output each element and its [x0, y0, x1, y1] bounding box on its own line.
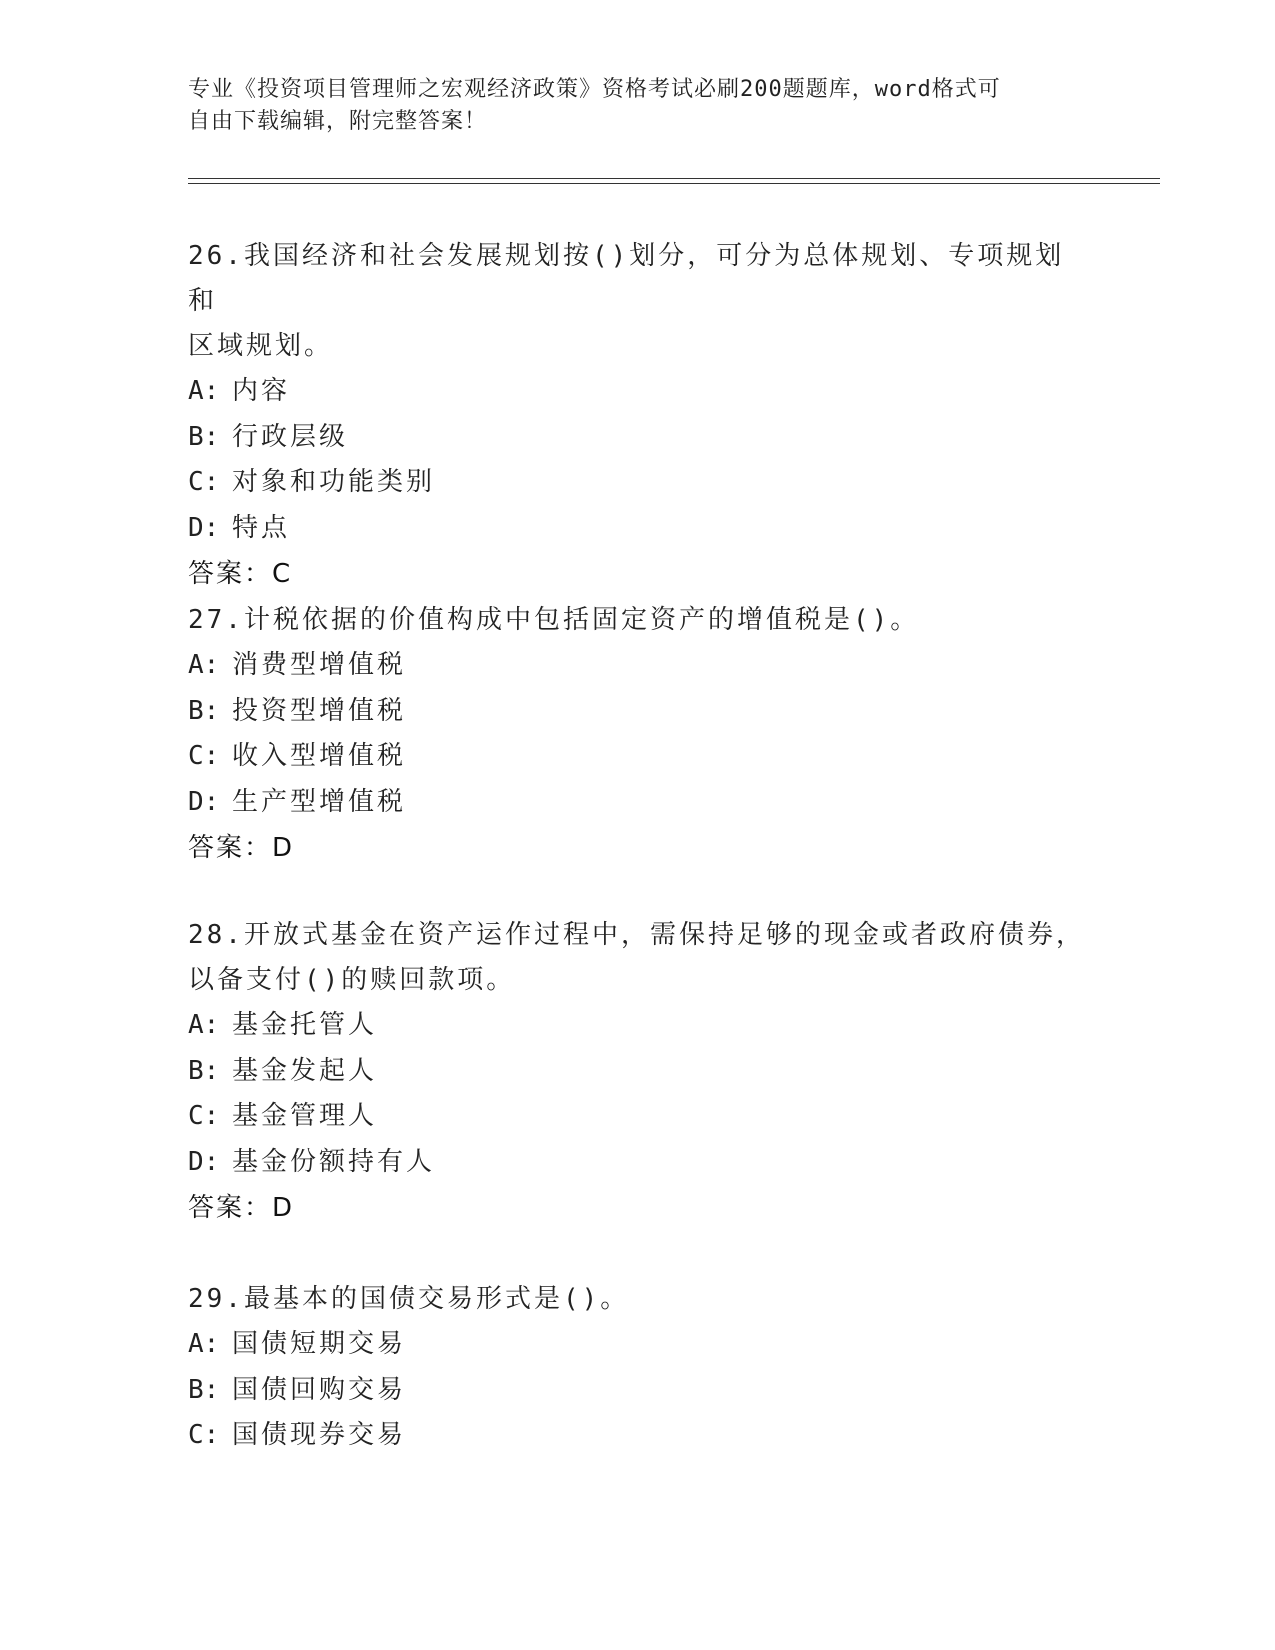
option-text: 生产型增值税	[232, 786, 407, 817]
option-text: 特点	[232, 512, 291, 543]
document-intro	[188, 74, 1088, 138]
option-label: C:	[188, 741, 220, 771]
question-stem-line: 27.计税依据的价值构成中包括固定资产的增值税是()。	[188, 605, 920, 635]
intro-line-1: 专业《投资项目管理师之宏观经济政策》资格考试必刷200题题库，word格式可	[188, 77, 1001, 102]
option-label: A:	[188, 650, 220, 680]
option-text: 国债短期交易	[232, 1329, 407, 1359]
answer-line: 答案：D	[188, 1193, 295, 1223]
option-a	[188, 369, 1088, 415]
question-28	[188, 913, 1088, 1231]
option-label: D:	[188, 512, 220, 543]
option-label: B:	[188, 695, 220, 726]
option-a	[188, 1322, 1088, 1368]
option-text: 内容	[232, 376, 291, 406]
option-text: 国债现券交易	[232, 1420, 407, 1450]
answer-line: 答案：D	[188, 833, 295, 863]
option-text: 收入型增值税	[232, 741, 407, 771]
option-text: 国债回购交易	[232, 1374, 407, 1405]
option-text: 消费型增值税	[232, 650, 407, 680]
header-divider-bottom	[188, 183, 1160, 184]
option-d	[188, 780, 1088, 826]
option-b	[188, 415, 1088, 461]
option-text: 基金发起人	[232, 1055, 378, 1086]
option-c	[188, 1413, 1088, 1459]
header-divider-top	[188, 178, 1160, 179]
option-text: 基金份额持有人	[232, 1146, 436, 1177]
option-b	[188, 689, 1088, 735]
option-text: 投资型增值税	[232, 695, 407, 726]
option-text: 基金管理人	[232, 1101, 378, 1131]
option-label: D:	[188, 1146, 220, 1177]
option-label: A:	[188, 1010, 220, 1040]
option-b	[188, 1368, 1088, 1414]
question-stem-line: 以备支付()的赎回款项。	[188, 965, 516, 995]
option-a	[188, 643, 1088, 689]
option-a	[188, 1003, 1088, 1049]
option-c	[188, 734, 1088, 780]
question-stem-line: 29.最基本的国债交易形式是()。	[188, 1284, 630, 1314]
intro-line-2: 自由下载编辑，附完整答案！	[188, 109, 488, 134]
question-stem-line: 区域规划。	[188, 331, 334, 361]
option-label: A:	[188, 1329, 220, 1359]
option-c	[188, 1094, 1088, 1140]
option-text: 行政层级	[232, 421, 349, 452]
option-d	[188, 1140, 1088, 1186]
option-d	[188, 506, 1088, 552]
question-27	[188, 598, 1088, 871]
option-label: C:	[188, 1420, 220, 1450]
option-label: B:	[188, 1374, 220, 1405]
option-b	[188, 1049, 1088, 1095]
answer-line: 答案：C	[188, 559, 293, 589]
option-c	[188, 460, 1088, 506]
question-stem-line: 26.我国经济和社会发展规划按()划分，可分为总体规划、专项规划和	[188, 241, 1065, 316]
question-26	[188, 234, 1088, 597]
option-text: 基金托管人	[232, 1010, 378, 1040]
question-stem-line: 28.开放式基金在资产运作过程中，需保持足够的现金或者政府债券，	[188, 920, 1085, 950]
option-text: 对象和功能类别	[232, 467, 436, 497]
option-label: A:	[188, 376, 220, 406]
option-label: B:	[188, 1055, 220, 1086]
question-29	[188, 1277, 1088, 1459]
option-label: B:	[188, 421, 220, 452]
option-label: D:	[188, 786, 220, 817]
option-label: C:	[188, 1101, 220, 1131]
option-label: C:	[188, 467, 220, 497]
